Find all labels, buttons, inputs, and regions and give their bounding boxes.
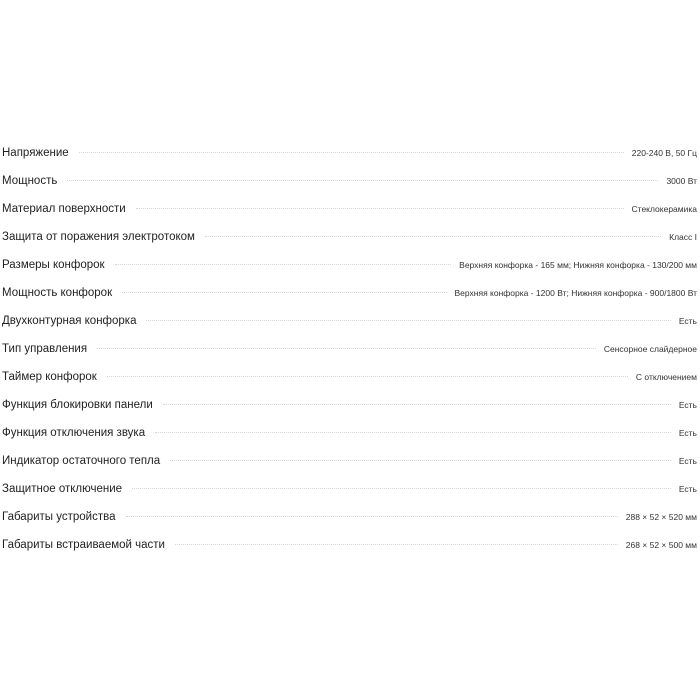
dotted-leader [79, 151, 624, 153]
dotted-leader [132, 487, 671, 489]
spec-name: Размеры конфорок [2, 259, 105, 271]
spec-name: Мощность конфорок [2, 287, 113, 299]
spec-value: С отключением [635, 372, 697, 382]
spec-row-control-type [2, 335, 697, 363]
spec-row-timer [2, 363, 697, 391]
spec-name: Функция блокировки панели [2, 399, 153, 411]
spec-value: Есть [678, 428, 697, 438]
spec-value: 3000 Вт [666, 176, 697, 186]
spec-row-safety-shutoff [2, 475, 697, 503]
spec-list [2, 139, 697, 559]
dotted-leader [107, 375, 628, 377]
dotted-leader [163, 403, 671, 405]
spec-name: Двухконтурная конфорка [2, 315, 137, 327]
dotted-leader [122, 291, 446, 293]
spec-value: Есть [678, 400, 697, 410]
spec-value: Верхняя конфорка - 165 мм; Нижняя конфорка - 130/200 мм [459, 260, 697, 270]
spec-value: Стеклокерамика [631, 204, 697, 214]
spec-row-voltage [2, 139, 697, 167]
spec-name: Защита от поражения электротоком [2, 231, 195, 243]
spec-value: Сенсорное слайдерное [603, 344, 697, 354]
spec-row-panel-lock [2, 391, 697, 419]
dotted-leader [97, 347, 596, 349]
spec-name: Напряжение [2, 147, 69, 159]
dotted-leader [170, 459, 671, 461]
spec-value: Класс I [669, 232, 697, 242]
spec-row-residual-heat [2, 447, 697, 475]
spec-value: Есть [678, 456, 697, 466]
spec-name: Таймер конфорок [2, 371, 97, 383]
spec-value: 268 × 52 × 500 мм [625, 540, 697, 550]
spec-row-power [2, 167, 697, 195]
spec-name: Тип управления [2, 343, 88, 355]
dotted-leader [146, 319, 670, 321]
spec-name: Габариты устройства [2, 511, 116, 523]
spec-name: Материал поверхности [2, 203, 126, 215]
spec-value: Верхняя конфорка - 1200 Вт; Нижняя конфорка - 900/1800 Вт [454, 288, 697, 298]
spec-value: Есть [678, 316, 697, 326]
spec-value: 288 × 52 × 520 мм [625, 512, 697, 522]
spec-name: Защитное отключение [2, 483, 123, 495]
spec-row-burner-power [2, 279, 697, 307]
dotted-leader [115, 263, 452, 265]
spec-name: Индикатор остаточного тепла [2, 455, 161, 467]
spec-row-burner-sizes [2, 251, 697, 279]
spec-row-builtin-dimensions [2, 531, 697, 559]
spec-row-mute [2, 419, 697, 447]
spec-name: Мощность [2, 175, 58, 187]
spec-row-surface-material [2, 195, 697, 223]
spec-row-shock-protection [2, 223, 697, 251]
dotted-leader [155, 431, 671, 433]
dotted-leader [67, 179, 658, 181]
dotted-leader [175, 543, 618, 545]
dotted-leader [205, 235, 661, 237]
dotted-leader [126, 515, 618, 517]
dotted-leader [136, 207, 624, 209]
spec-value: Есть [678, 484, 697, 494]
spec-row-dual-zone [2, 307, 697, 335]
spec-name: Габариты встраиваемой части [2, 539, 165, 551]
spec-row-device-dimensions [2, 503, 697, 531]
spec-value: 220-240 В, 50 Гц [631, 148, 697, 158]
spec-name: Функция отключения звука [2, 427, 146, 439]
